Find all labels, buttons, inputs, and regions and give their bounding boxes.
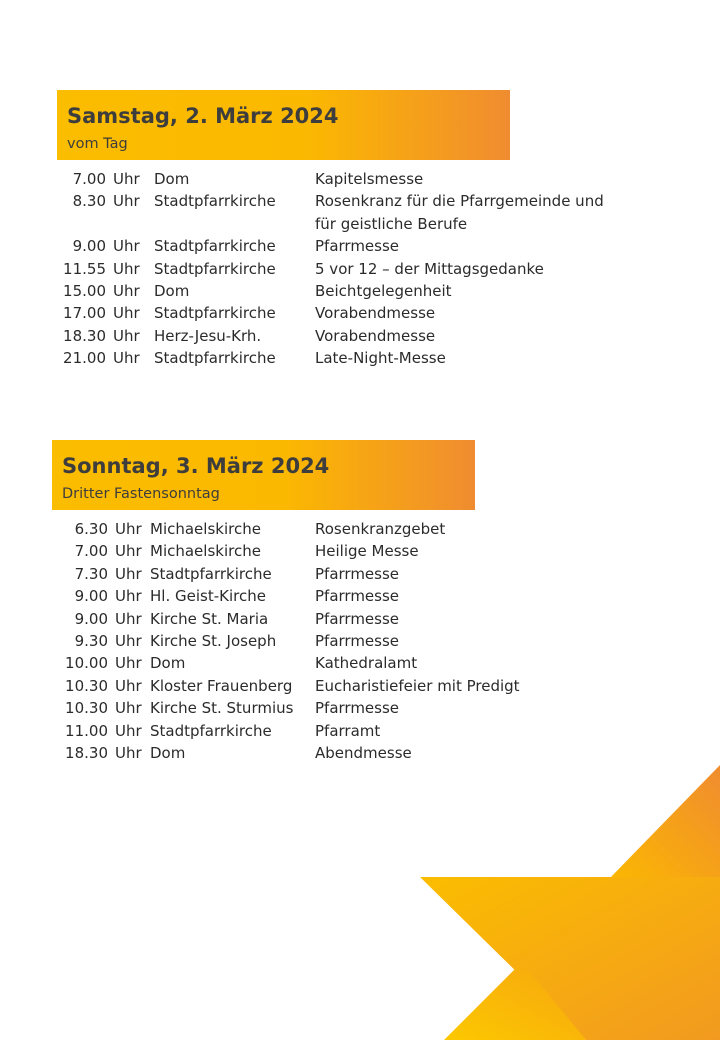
- time-unit: Uhr: [115, 699, 142, 718]
- time: 9.30: [74, 632, 108, 650]
- time: 9.00: [72, 237, 106, 256]
- event: Pfarrmesse: [315, 632, 400, 650]
- time-unit: Uhr: [115, 609, 142, 628]
- day-subtitle: vom Tag: [67, 136, 128, 152]
- place: Stadtpfarrkirche: [150, 721, 272, 740]
- time: 7.00: [72, 170, 106, 188]
- schedule-row: [0, 520, 720, 542]
- event: für geistliche Berufe: [315, 214, 468, 233]
- day-title: Samstag, 2. März 2024: [67, 104, 339, 128]
- place: Kirche St. Sturmius: [150, 699, 294, 718]
- time: 10.30: [65, 699, 108, 718]
- event: Pfarrmesse: [315, 587, 400, 606]
- schedule-row: [0, 610, 720, 632]
- time: 10.00: [65, 654, 108, 673]
- place: Michaelskirche: [150, 542, 261, 561]
- time: 9.00: [74, 587, 108, 606]
- time: 11.55: [63, 259, 106, 278]
- event: Pfarrmesse: [315, 699, 400, 718]
- event: Rosenkranzgebet: [315, 520, 446, 538]
- place: Stadtpfarrkirche: [154, 304, 276, 323]
- time: 15.00: [63, 282, 106, 300]
- schedule-row: [0, 542, 720, 564]
- time-unit: Uhr: [115, 632, 142, 650]
- event: Pfarrmesse: [315, 609, 400, 628]
- time-unit: Uhr: [113, 259, 140, 278]
- time: 7.00: [74, 542, 108, 561]
- event: Vorabendmesse: [315, 304, 436, 323]
- event: Kathedralamt: [315, 654, 418, 673]
- time: 18.30: [65, 744, 108, 762]
- place: Stadtpfarrkirche: [154, 259, 276, 278]
- schedule-row: [0, 237, 720, 259]
- place: Dom: [150, 744, 186, 762]
- place: Kloster Frauenberg: [150, 676, 293, 695]
- schedule-row: [0, 282, 720, 304]
- time-unit: Uhr: [115, 564, 142, 583]
- place: Dom: [150, 654, 186, 673]
- day-subtitle: Dritter Fastensonntag: [62, 486, 220, 502]
- time: 17.00: [63, 304, 106, 323]
- time: 6.30: [74, 520, 108, 538]
- deco-triangle-main: [420, 877, 720, 1040]
- event: Pfarrmesse: [315, 564, 400, 583]
- event: Pfarrmesse: [315, 237, 400, 256]
- schedule-row: [0, 699, 720, 721]
- schedule-row: [0, 260, 720, 282]
- place: Herz-Jesu-Krh.: [154, 326, 262, 345]
- time: 10.30: [65, 676, 108, 695]
- event: Late-Night-Messe: [315, 349, 446, 368]
- schedule-row: [0, 722, 720, 744]
- event: Rosenkranz für die Pfarrgemeinde und: [315, 192, 604, 211]
- time-unit: Uhr: [115, 520, 142, 538]
- place: Dom: [154, 170, 190, 188]
- schedule-row: [0, 565, 720, 587]
- schedule-row: [0, 304, 720, 326]
- schedule-row: [0, 192, 720, 214]
- time: 9.00: [74, 609, 108, 628]
- event: Eucharistiefeier mit Predigt: [315, 676, 520, 695]
- event: Abendmesse: [315, 744, 412, 762]
- place: Kirche St. Joseph: [150, 632, 277, 650]
- time-unit: Uhr: [115, 587, 142, 606]
- time-unit: Uhr: [115, 542, 142, 561]
- deco-triangle-top: [608, 765, 720, 880]
- time: 18.30: [63, 326, 106, 345]
- time: 7.30: [74, 564, 108, 583]
- time-unit: Uhr: [115, 654, 142, 673]
- place: Michaelskirche: [150, 520, 261, 538]
- schedule-row: [0, 587, 720, 609]
- place: Kirche St. Maria: [150, 609, 269, 628]
- schedule-row-continuation: [0, 215, 720, 237]
- schedule-row: [0, 632, 720, 654]
- event: Heilige Messe: [315, 542, 419, 561]
- time-unit: Uhr: [113, 282, 140, 300]
- time-unit: Uhr: [113, 192, 140, 211]
- time-unit: Uhr: [113, 304, 140, 323]
- time: 11.00: [65, 721, 108, 740]
- schedule-row: [0, 327, 720, 349]
- schedule-row: [0, 744, 720, 766]
- time-unit: Uhr: [113, 237, 140, 256]
- time-unit: Uhr: [113, 349, 140, 368]
- event: 5 vor 12 – der Mittagsgedanke: [315, 259, 544, 278]
- time: 8.30: [72, 192, 106, 211]
- event: Beichtgelegenheit: [315, 282, 452, 300]
- event: Pfarramt: [315, 721, 381, 740]
- place: Stadtpfarrkirche: [154, 192, 276, 211]
- event: Kapitelsmesse: [315, 170, 424, 188]
- time-unit: Uhr: [115, 744, 142, 762]
- place: Stadtpfarrkirche: [150, 564, 272, 583]
- time-unit: Uhr: [115, 676, 142, 695]
- day-title: Sonntag, 3. März 2024: [62, 454, 330, 478]
- place: Stadtpfarrkirche: [154, 349, 276, 368]
- time-unit: Uhr: [113, 326, 140, 345]
- place: Stadtpfarrkirche: [154, 237, 276, 256]
- place: Dom: [154, 282, 190, 300]
- day-header-sunday: [52, 440, 475, 510]
- schedule-row: [0, 170, 720, 192]
- time-unit: Uhr: [115, 721, 142, 740]
- time: 21.00: [63, 349, 106, 368]
- time-unit: Uhr: [113, 170, 140, 188]
- day-header-saturday: [57, 90, 510, 160]
- event: Vorabendmesse: [315, 326, 436, 345]
- place: Hl. Geist-Kirche: [150, 587, 266, 606]
- schedule-row: [0, 349, 720, 371]
- schedule-row: [0, 677, 720, 699]
- schedule-row: [0, 654, 720, 676]
